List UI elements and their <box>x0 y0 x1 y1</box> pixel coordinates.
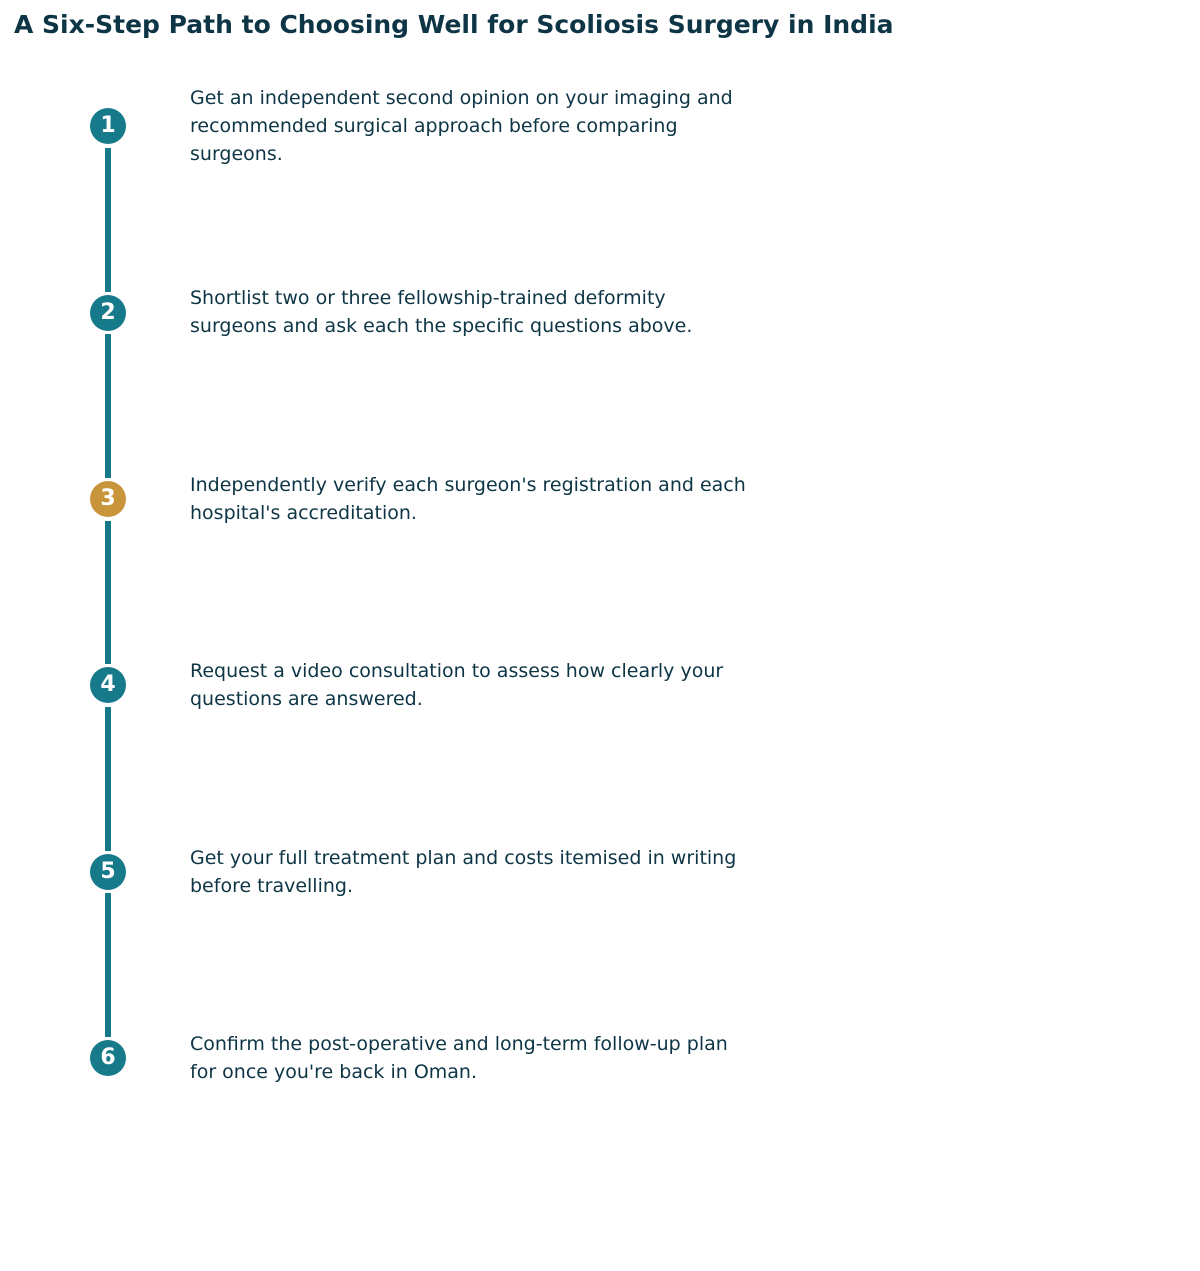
step-1-text: Get an independent second opinion on your imaging and recommended surgical approach before comparing surgeons. <box>190 87 733 165</box>
step-6-number-badge: 6 <box>90 1040 126 1076</box>
step-5-number-badge: 5 <box>90 854 126 890</box>
step-6-text: Confirm the post-operative and long-term follow-up plan for once you're back in Oman. <box>190 1033 728 1083</box>
step-3-text: Independently verify each surgeon's registration and each hospital's accreditation. <box>190 474 746 524</box>
timeline-connector <box>105 334 111 478</box>
timeline-connector <box>105 521 111 664</box>
step-3-number-badge: 3 <box>90 481 126 517</box>
page-title: A Six-Step Path to Choosing Well for Scoliosis Surgery in India <box>14 10 894 39</box>
step-4-text: Request a video consultation to assess how clearly your questions are answered. <box>190 660 724 710</box>
step-5-text: Get your full treatment plan and costs itemised in writing before travelling. <box>190 847 737 897</box>
timeline-connector <box>105 148 111 292</box>
step-4-number-badge: 4 <box>90 667 126 703</box>
step-2-text: Shortlist two or three fellowship-trained deformity surgeons and ask each the specific questions above. <box>190 287 693 337</box>
step-2-number-badge: 2 <box>90 295 126 331</box>
timeline-connector <box>105 707 111 851</box>
timeline-connector <box>105 893 111 1037</box>
step-1-number-badge: 1 <box>90 108 126 144</box>
